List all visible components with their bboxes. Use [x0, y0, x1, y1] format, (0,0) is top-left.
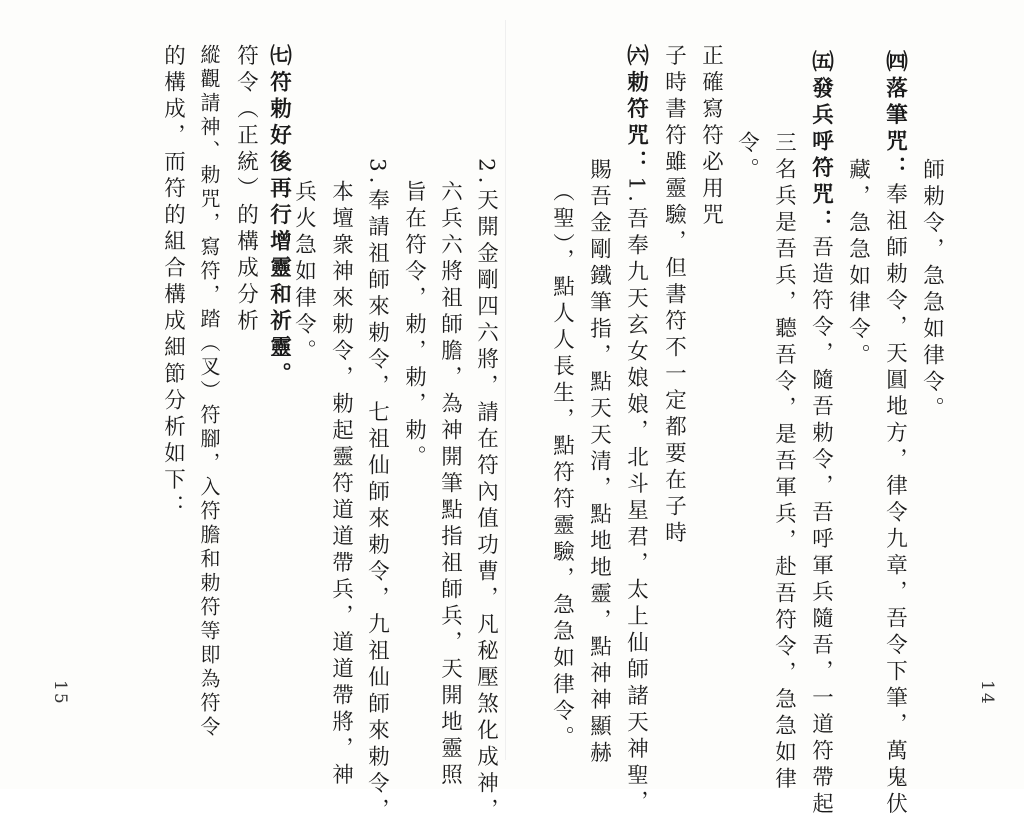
- section-heading: ㈣落筆咒：: [882, 50, 908, 183]
- text-column: 的構成，而符的組合構成細節分析如下：: [160, 44, 186, 521]
- section-heading: ㈦符勅好後再行增靈和祈靈。: [266, 44, 292, 389]
- text-column: 師勅令，急急如律令。: [919, 158, 945, 423]
- page-number: 14: [977, 680, 997, 706]
- text-column: 令。: [734, 131, 760, 184]
- text-column: 本壇衆神來勅令，勅起靈符道道帶兵，道道帶將，神: [328, 180, 354, 790]
- text-column: 2.天開金剛四六將，請在符內值功曹，凡秘壓煞化成神，: [473, 158, 499, 825]
- text-column: 賜吾金剛鐵筆指，點天天清，點地地靈，點神神顯赫: [586, 158, 612, 768]
- text-column: ㈤發兵呼符咒：吾造符令，隨吾勅令，吾呼軍兵隨吾，一道符帶起: [808, 50, 834, 819]
- text-column: ㈥勅符咒：1.吾奉九天玄女娘娘，北斗星君，太上仙師諸天神聖，: [623, 44, 649, 817]
- page-number: 15: [50, 680, 70, 706]
- text-column: 正確寫符必用咒: [698, 44, 724, 230]
- text-column: 子時書符雖靈驗，但書符不一定都要在子時: [661, 44, 687, 548]
- text-column: 符令（正統）的構成分析: [233, 44, 259, 336]
- text-column: [268, 44, 290, 389]
- text-column: 縱觀請神、勅咒，寫符，踏（叉）符腳，入符膽和勅符等即為符令: [197, 44, 221, 740]
- page-gutter: [505, 20, 506, 760]
- text-column: 六兵六將祖師膽，為神開筆點指祖師兵，天開地靈照: [437, 180, 463, 790]
- text-column: ㈣落筆咒：奉祖師勅令，天圓地方，律令九章，吾令下筆，萬鬼伏: [882, 50, 908, 819]
- section-heading: ㈥勅符咒：: [623, 44, 649, 177]
- text-column: 藏，急急如律令。: [845, 158, 871, 370]
- section-heading: ㈤發兵呼符咒：: [808, 50, 834, 236]
- text-column: （聖），點人人長生，點符符靈驗，急急如律令。: [549, 180, 575, 753]
- text-column: 3.奉請祖師來勅令，七祖仙師來勅令，九祖仙師來勅令，: [364, 158, 390, 825]
- text-column: 兵火急如律令。: [291, 180, 317, 366]
- text-column: 三名兵是吾兵，聽吾令，是吾軍兵，赴吾符令，急急如律: [771, 131, 797, 794]
- text-column: 旨在符令，勅，勅，勅。: [401, 180, 427, 472]
